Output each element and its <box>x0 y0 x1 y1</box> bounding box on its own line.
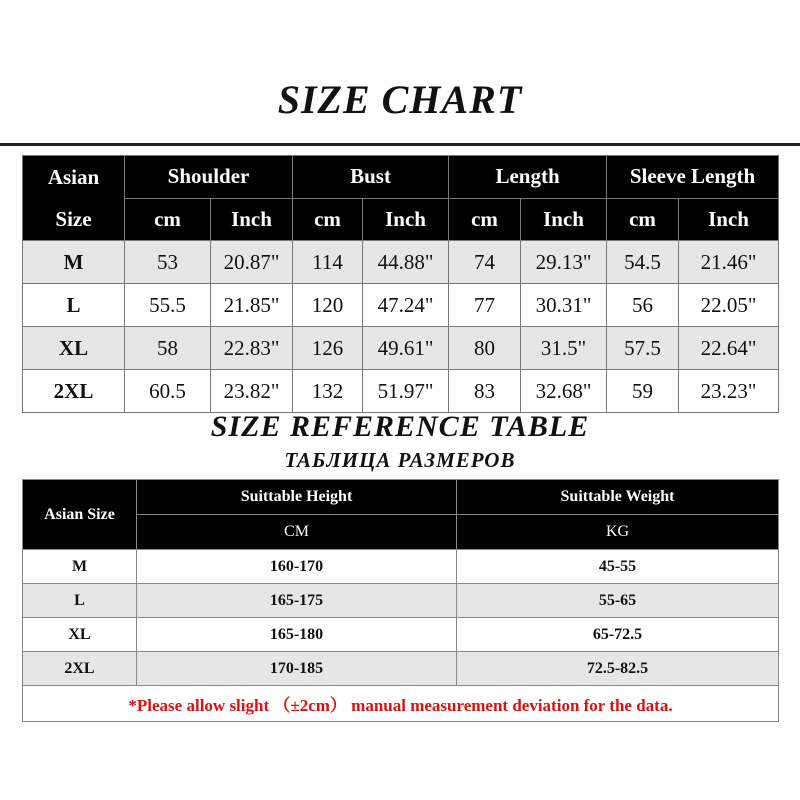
size-header-bottom: Size <box>55 207 92 231</box>
value-cell: 126 <box>293 327 363 370</box>
sleeve-length-header: Sleeve Length <box>607 156 779 199</box>
table-row <box>23 618 779 652</box>
table-row <box>23 652 779 686</box>
value-cell: 74 <box>449 241 521 284</box>
value-cell: 22.83" <box>211 327 293 370</box>
weight-cell: 55-65 <box>457 584 779 618</box>
value-cell: 29.13" <box>521 241 607 284</box>
size-cell: 2XL <box>23 370 125 413</box>
size-reference-table <box>22 479 779 722</box>
value-cell: 59 <box>607 370 679 413</box>
size-chart-title: SIZE CHART <box>277 77 523 122</box>
value-cell: 83 <box>449 370 521 413</box>
size-cell: M <box>23 550 137 584</box>
value-cell: 120 <box>293 284 363 327</box>
table-row <box>23 241 779 284</box>
value-cell: 31.5" <box>521 327 607 370</box>
weight-header: Suittable Weight <box>457 480 779 515</box>
weight-cell: 72.5-82.5 <box>457 652 779 686</box>
unit-header: cm <box>125 198 211 241</box>
size-cell: XL <box>23 327 125 370</box>
note-row <box>23 686 779 722</box>
shoulder-header: Shoulder <box>125 156 293 199</box>
value-cell: 49.61" <box>363 327 449 370</box>
value-cell: 30.31" <box>521 284 607 327</box>
table-row <box>23 584 779 618</box>
value-cell: 57.5 <box>607 327 679 370</box>
value-cell: 21.46" <box>679 241 779 284</box>
unit-header: Inch <box>679 198 779 241</box>
size-header-top: Asian <box>47 165 100 189</box>
value-cell: 23.82" <box>211 370 293 413</box>
unit-header: cm <box>293 198 363 241</box>
value-cell: 114 <box>293 241 363 284</box>
value-cell: 80 <box>449 327 521 370</box>
table-row <box>23 550 779 584</box>
weight-cell: 45-55 <box>457 550 779 584</box>
value-cell: 51.97" <box>363 370 449 413</box>
reference-table-title: SIZE REFERENCE TABLE <box>210 410 590 443</box>
size-chart-unit-row <box>23 198 779 241</box>
height-cell: 165-180 <box>137 618 457 652</box>
weight-cell: 65-72.5 <box>457 618 779 652</box>
height-cell: 165-175 <box>137 584 457 618</box>
measurement-deviation-note: *Please allow slight （±2cm） manual measurement deviation for the data. <box>23 686 779 722</box>
value-cell: 55.5 <box>125 284 211 327</box>
value-cell: 58 <box>125 327 211 370</box>
height-header: Suittable Height <box>137 480 457 515</box>
height-cell: 170-185 <box>137 652 457 686</box>
table-row <box>23 284 779 327</box>
size-cell: 2XL <box>23 652 137 686</box>
value-cell: 44.88" <box>363 241 449 284</box>
size-cell: M <box>23 241 125 284</box>
height-cell: 160-170 <box>137 550 457 584</box>
value-cell: 22.64" <box>679 327 779 370</box>
unit-header: Inch <box>521 198 607 241</box>
value-cell: 20.87" <box>211 241 293 284</box>
length-header: Length <box>449 156 607 199</box>
unit-header: cm <box>607 198 679 241</box>
bust-header: Bust <box>293 156 449 199</box>
value-cell: 54.5 <box>607 241 679 284</box>
value-cell: 77 <box>449 284 521 327</box>
value-cell: 132 <box>293 370 363 413</box>
unit-header: cm <box>449 198 521 241</box>
weight-unit: KG <box>457 515 779 550</box>
reference-header-row <box>23 480 779 515</box>
value-cell: 32.68" <box>521 370 607 413</box>
unit-header: Inch <box>211 198 293 241</box>
value-cell: 60.5 <box>125 370 211 413</box>
height-unit: CM <box>137 515 457 550</box>
title-divider <box>0 143 800 146</box>
value-cell: 23.23" <box>679 370 779 413</box>
size-cell: L <box>23 284 125 327</box>
value-cell: 22.05" <box>679 284 779 327</box>
size-cell: L <box>23 584 137 618</box>
unit-header: Inch <box>363 198 449 241</box>
value-cell: 53 <box>125 241 211 284</box>
reference-table-subtitle: ТАБЛИЦА РАЗМЕРОВ <box>284 448 516 472</box>
size-chart-header-row <box>23 156 779 199</box>
size-cell: XL <box>23 618 137 652</box>
reference-unit-row <box>23 515 779 550</box>
size-column-header <box>23 156 125 241</box>
size-chart-table <box>22 155 779 413</box>
value-cell: 47.24" <box>363 284 449 327</box>
table-row <box>23 327 779 370</box>
asian-size-header: Asian Size <box>23 480 137 550</box>
value-cell: 56 <box>607 284 679 327</box>
table-row <box>23 370 779 413</box>
value-cell: 21.85" <box>211 284 293 327</box>
